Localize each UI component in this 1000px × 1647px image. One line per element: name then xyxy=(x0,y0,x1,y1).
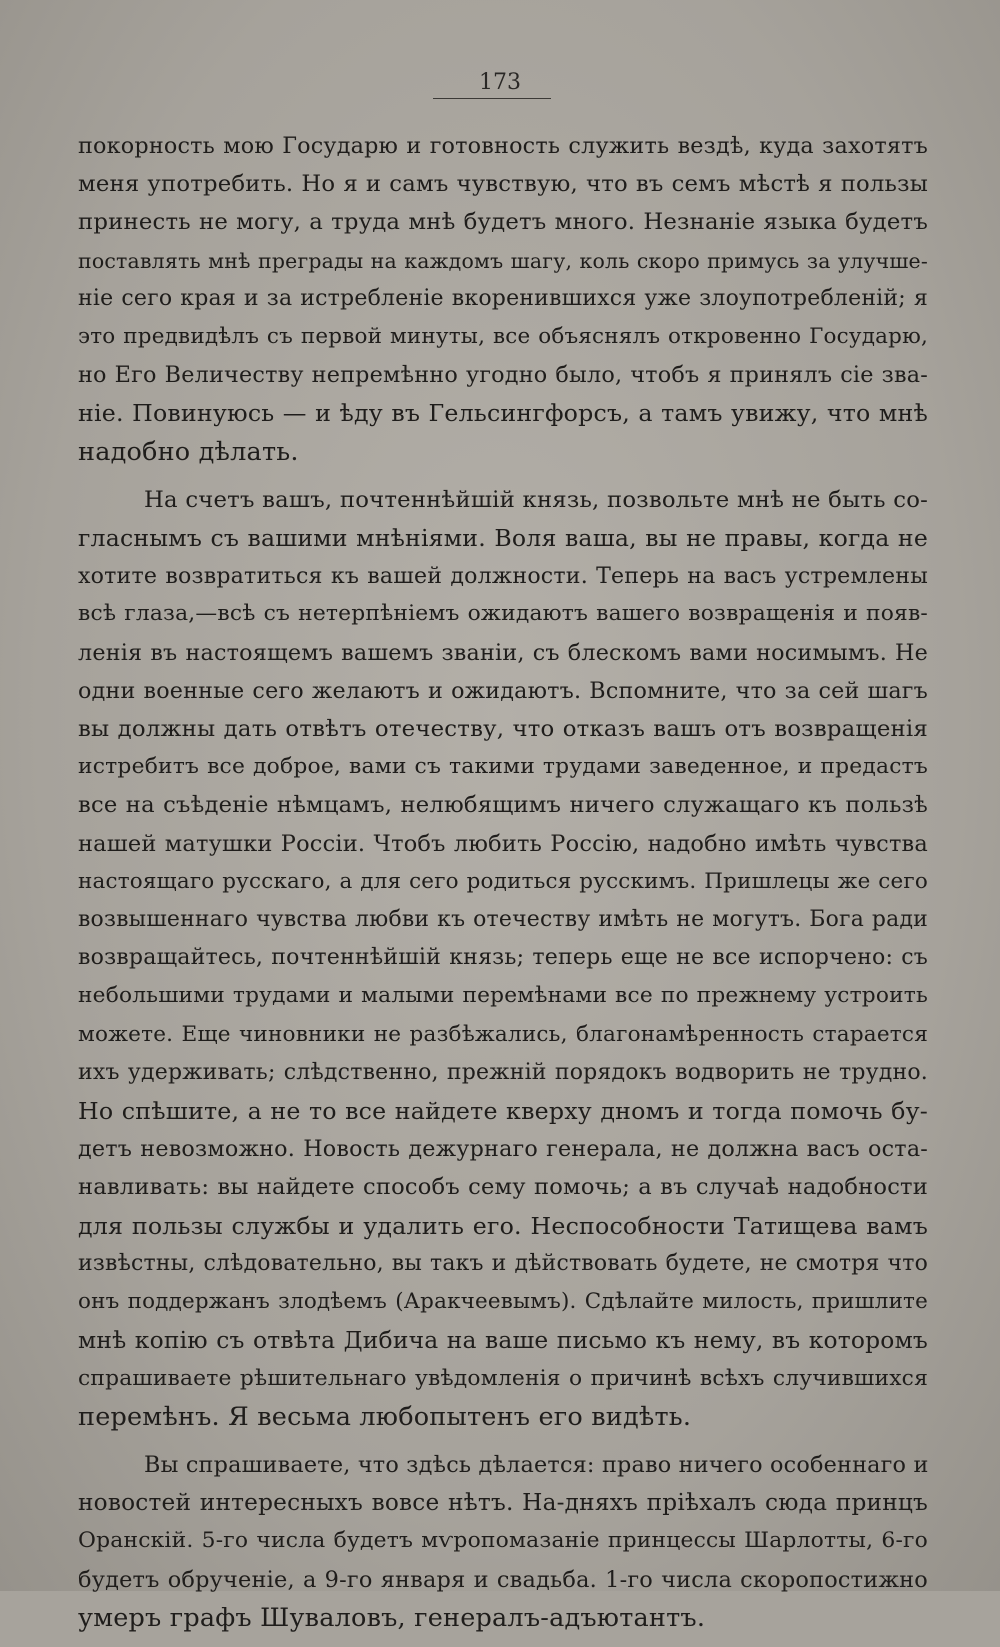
text-line: навливать: вы найдете способъ сему помочь; а въ случаѣ надобности xyxy=(78,1174,928,1201)
text-line: принесть не могу, а труда мнѣ будетъ много. Незнаніе языка будетъ xyxy=(78,209,928,236)
text-line: ніе сего края и за истребленіе вкоренившихся уже злоупотребленій; я xyxy=(78,285,928,311)
text-line: надобно дѣлать. xyxy=(78,436,299,467)
text-line: всѣ глаза,—всѣ съ нетерпѣніемъ ожидаютъ вашего возвращенія и появ- xyxy=(78,601,928,627)
text-line: извѣстны, слѣдовательно, вы такъ и дѣйствовать будете, не смотря что xyxy=(78,1250,928,1276)
text-line: нашей матушки Россіи. Чтобъ любить Россію, надобно имѣть чувства xyxy=(78,830,928,857)
text-line: меня употребить. Но я и самъ чувствую, что въ семъ мѣстѣ я пользы xyxy=(78,171,928,198)
paragraph xyxy=(78,127,928,471)
text-line: перемѣнъ. Я весьма любопытенъ его видѣть. xyxy=(78,1401,692,1432)
text-line: хотите возвратиться къ вашей должности. Теперь на васъ устремлены xyxy=(78,563,928,590)
text-line: спрашиваете рѣшительнаго увѣдомленія о причинѣ всѣхъ случившихся xyxy=(78,1365,928,1391)
text-line: будетъ обрученіе, а 9-го января и свадьба. 1-го числа скоропостижно xyxy=(78,1566,928,1593)
text-line: покорность мою Государю и готовность служить вездѣ, куда захотятъ xyxy=(78,133,928,159)
text-line: онъ поддержанъ злодѣемъ (Аракчеевымъ). Сдѣлайте милость, пришлите xyxy=(78,1289,928,1315)
text-line: ніе. Повинуюсь — и ѣду въ Гельсингфорсъ, а тамъ увижу, что мнѣ xyxy=(78,399,928,428)
text-line: Оранскій. 5-го числа будетъ мѵропомазаніе принцессы Шарлотты, 6-го xyxy=(78,1528,928,1554)
text-line: На счетъ вашъ, почтеннѣйшій князь, позвольте мнѣ не быть со- xyxy=(144,486,928,513)
text-line: можете. Еще чиновники не разбѣжались, благонамѣренность старается xyxy=(78,1021,928,1047)
text-line: поставлять мнѣ преграды на каждомъ шагу, коль скоро примусь за улучше- xyxy=(78,248,928,273)
text-line: ихъ удерживать; слѣдственно, прежній порядокъ водворить не трудно. xyxy=(78,1059,928,1085)
text-line: одни военные сего желаютъ и ожидаютъ. Вспомните, что за сей шагъ xyxy=(78,677,928,704)
text-line: Вы спрашиваете, что здѣсь дѣлается: право ничего особеннаго и xyxy=(144,1451,929,1478)
text-line: мнѣ копію съ отвѣта Дибича на ваше письмо къ нему, въ которомъ xyxy=(78,1326,928,1355)
page-number: 173 xyxy=(479,70,521,95)
text-line: гласнымъ съ вашими мнѣніями. Воля ваша, вы не правы, когда не xyxy=(78,524,928,553)
text-line: настоящаго русскаго, а для сего родиться русскимъ. Пришлецы же сего xyxy=(78,868,928,894)
text-line: возвращайтесь, почтеннѣйшій князь; теперь еще не все испорчено: съ xyxy=(78,945,928,971)
text-line: небольшими трудами и малыми перемѣнами все по прежнему устроить xyxy=(78,983,928,1009)
text-line: умеръ графъ Шуваловъ, генералъ-адъютантъ. xyxy=(78,1602,706,1633)
text-line: возвышеннаго чувства любви къ отечеству имѣть не могутъ. Бога ради xyxy=(78,907,928,933)
text-line: детъ невозможно. Новость дежурнаго генерала, не должна васъ оста- xyxy=(78,1136,928,1163)
text-line: все на съѣденіе нѣмцамъ, нелюбящимъ ничего служащаго къ пользѣ xyxy=(78,792,928,819)
text-line: новостей интересныхъ вовсе нѣтъ. На-дняхъ пріѣхалъ сюда принцъ xyxy=(78,1489,928,1517)
text-line: ленія въ настоящемъ вашемъ званіи, съ блескомъ вами носимымъ. Не xyxy=(78,639,928,666)
paragraph xyxy=(78,481,928,1436)
text-line: Но спѣшите, а не то все найдете кверху дномъ и тогда помочь бу- xyxy=(78,1097,928,1126)
paragraph xyxy=(78,1446,928,1637)
text-line: истребитъ все доброе, вами съ такими трудами заведенное, и предастъ xyxy=(78,754,928,780)
text-line: для пользы службы и удалить его. Неспособности Татищева вамъ xyxy=(78,1211,928,1240)
body-text xyxy=(78,127,928,1647)
text-line: вы должны дать отвѣтъ отечеству, что отказъ вашъ отъ возвращенія xyxy=(78,716,928,743)
text-line: это предвидѣлъ съ первой минуты, все объяснялъ откровенно Государю, xyxy=(78,324,928,350)
header-rule xyxy=(433,98,551,99)
text-line: но Его Величеству непремѣнно угодно было, чтобъ я принялъ сіе зва- xyxy=(78,362,928,389)
